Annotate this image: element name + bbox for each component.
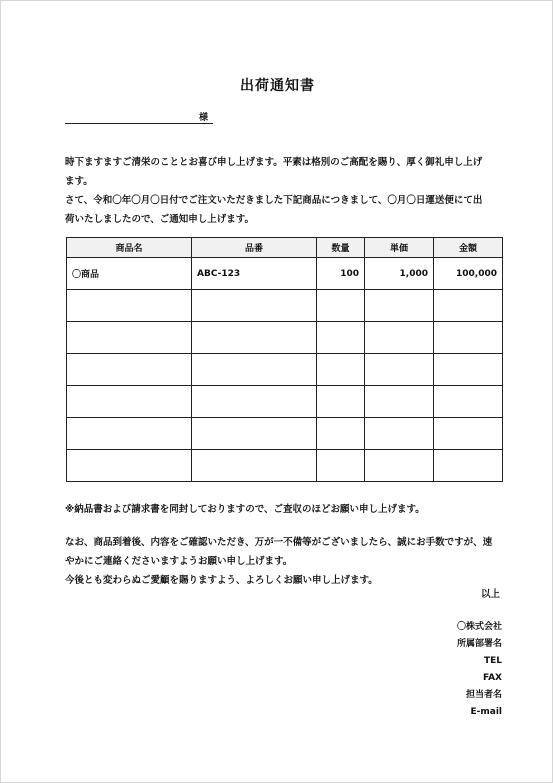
header-unit-price: 単価 (365, 238, 434, 258)
cell-product-name[interactable] (67, 386, 192, 418)
cell-product-name[interactable] (67, 418, 192, 450)
intro-line: 荷いたしましたので、ご通知申し上げます。 (65, 214, 255, 225)
cell-product-name[interactable] (67, 322, 192, 354)
header-product-name: 商品名 (67, 238, 192, 258)
cell-quantity[interactable] (317, 418, 365, 450)
table-row (67, 322, 503, 354)
cell-product-code[interactable] (192, 418, 317, 450)
enclosure-note: ※納品書および請求書を同封しておりますので、ご査収のほどお願い申し上げます。 (65, 504, 425, 515)
cell-unit-price[interactable] (365, 450, 434, 482)
closing-line: やかにご連絡くださいますようお願い申し上げます。 (65, 556, 293, 567)
cell-quantity[interactable] (317, 322, 365, 354)
document-title: 出荷通知書 (240, 78, 315, 94)
cell-unit-price[interactable] (365, 386, 434, 418)
cell-product-code[interactable] (192, 450, 317, 482)
table-header-row (67, 238, 503, 258)
intro-paragraph (65, 153, 505, 229)
sender-block (457, 619, 502, 721)
cell-product-code[interactable] (192, 354, 317, 386)
cell-amount[interactable] (434, 386, 503, 418)
sender-tel: TEL (483, 656, 502, 666)
cell-quantity[interactable] (317, 354, 365, 386)
cell-quantity[interactable] (317, 290, 365, 322)
addressee-line[interactable] (65, 109, 213, 124)
cell-unit-price[interactable] (365, 322, 434, 354)
cell-unit-price[interactable]: 1,000 (365, 258, 434, 290)
cell-product-name[interactable] (67, 450, 192, 482)
table-row (67, 450, 503, 482)
cell-product-code[interactable] (192, 290, 317, 322)
intro-line: ます。 (65, 176, 93, 187)
table-row (67, 354, 503, 386)
cell-quantity[interactable] (317, 386, 365, 418)
cell-amount[interactable] (434, 418, 503, 450)
cell-unit-price[interactable] (365, 418, 434, 450)
items-table (66, 237, 503, 482)
cell-quantity[interactable]: 100 (317, 258, 365, 290)
closing-line: 今後とも変わらぬご愛顧を賜りますよう、よろしくお願い申し上げます。 (65, 575, 378, 586)
cell-product-name[interactable]: 〇商品 (67, 258, 192, 290)
closing-paragraph (65, 533, 505, 590)
cell-quantity[interactable] (317, 450, 365, 482)
intro-line: 時下ますますご清栄のこととお喜び申し上げます。平素は格別のご高配を賜り、厚く御礼申し上げ (65, 157, 483, 168)
closing-line: なお、商品到着後、内容をご確認いただき、万が一不備等がございましたら、誠にお手数ですが、速 (65, 537, 493, 548)
cell-amount[interactable] (434, 290, 503, 322)
sender-company: 〇株式会社 (456, 622, 502, 632)
cell-amount[interactable] (434, 354, 503, 386)
header-amount: 金額 (434, 238, 503, 258)
cell-product-name[interactable] (67, 290, 192, 322)
cell-product-code[interactable]: ABC-123 (192, 258, 317, 290)
sender-email: E-mail (470, 707, 502, 717)
table-row (67, 290, 503, 322)
header-product-code: 品番 (192, 238, 317, 258)
sender-department: 所属部署名 (456, 639, 502, 649)
header-quantity: 数量 (317, 238, 365, 258)
table-row (67, 258, 503, 290)
sender-fax: FAX (482, 673, 502, 683)
table-row (67, 386, 503, 418)
closing-word: 以上 (480, 589, 500, 600)
cell-amount[interactable]: 100,000 (434, 258, 503, 290)
cell-product-name[interactable] (67, 354, 192, 386)
cell-product-code[interactable] (192, 322, 317, 354)
cell-unit-price[interactable] (365, 290, 434, 322)
addressee-suffix: 様 (198, 113, 208, 123)
cell-product-code[interactable] (192, 386, 317, 418)
sender-person: 担当者名 (465, 690, 502, 700)
intro-line: さて、令和〇年〇月〇日付でご注文いただきました下記商品につきまして、〇月〇日運送便にて出 (65, 195, 483, 206)
cell-amount[interactable] (434, 450, 503, 482)
table-row (67, 418, 503, 450)
cell-amount[interactable] (434, 322, 503, 354)
cell-unit-price[interactable] (365, 354, 434, 386)
